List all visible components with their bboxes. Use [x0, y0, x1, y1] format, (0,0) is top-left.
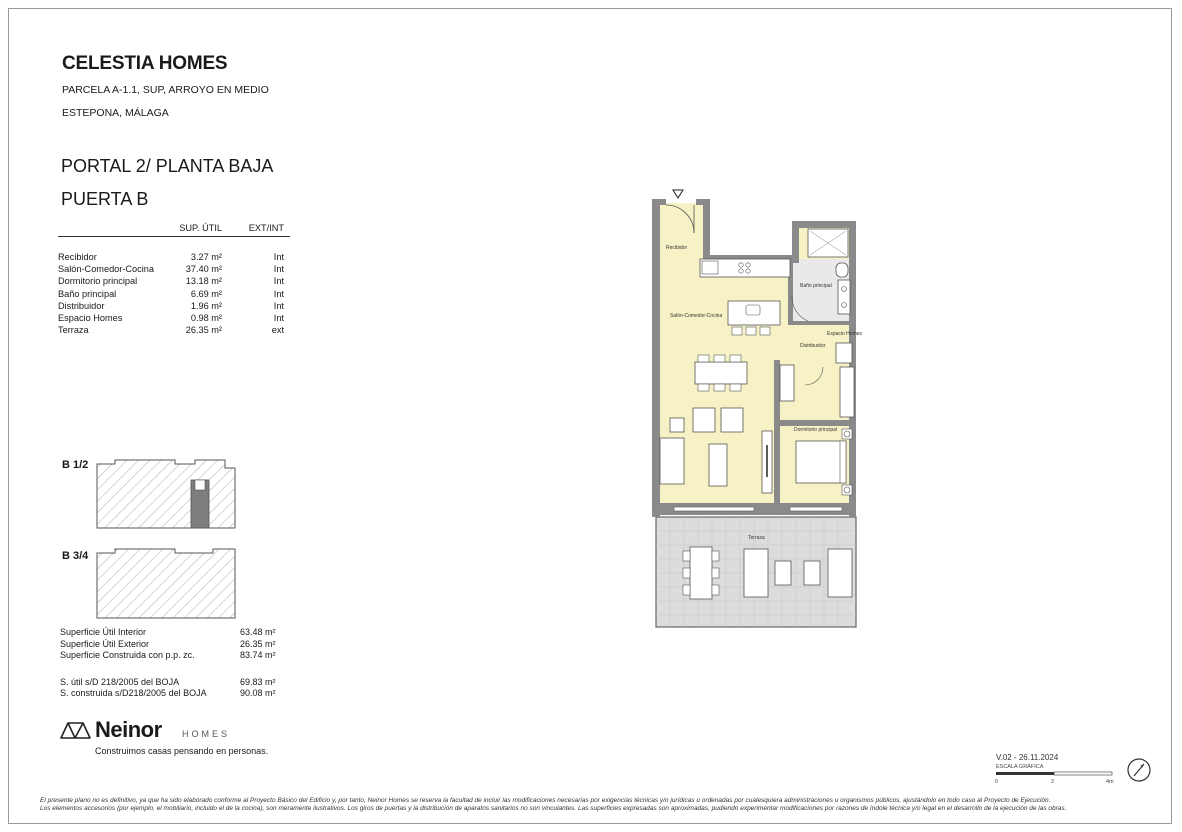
logo-wordmark: Neinor	[95, 717, 162, 742]
scale-title: ESCALA GRÁFICA	[996, 764, 1044, 770]
armchair	[693, 408, 715, 432]
sofa	[660, 438, 684, 484]
address-line-2: ESTEPONA, MÁLAGA	[62, 107, 169, 119]
north-arrow-icon	[1126, 757, 1152, 783]
address-line-1: PARCELA A-1.1, SUP, ARROYO EN MEDIO	[62, 84, 269, 96]
dining-table	[695, 362, 747, 384]
neinor-logo	[60, 717, 231, 745]
puerta-heading: PUERTA B	[61, 189, 149, 209]
toilet	[836, 263, 848, 277]
terrace-sofa	[828, 549, 852, 597]
key-plan-label-2: B 3/4	[62, 550, 89, 562]
summary-label: Superficie Construida con p.p. zc.	[60, 650, 195, 660]
wardrobe	[840, 367, 854, 417]
summary-value: 26.35 m²	[240, 639, 276, 649]
nightstand	[842, 429, 852, 439]
room-name: Distribuidor	[58, 300, 105, 311]
terrace-stool	[775, 561, 791, 585]
summary-label: Superficie Útil Exterior	[60, 639, 150, 649]
room-name: Terraza	[58, 325, 89, 336]
summary-value: 69.83 m²	[240, 677, 276, 687]
disclaimer-line-2: Los elementos accesorios (por ejemplo, el mobiliario, incluido el de la cocina), son meramente ilustrativos. Los giros de puertas y la distribución de aparatos sanitarios no son vinculantes. Las superficies expresadas son aproximadas, pudiendo experimentar modificaciones por razones de índole técnica y/o legal en el desarrollo de la ejecución de las obras.	[40, 805, 1067, 812]
areas-table-header	[58, 222, 290, 237]
header-sup: SUP. ÚTIL	[158, 222, 222, 237]
room-sup: 13.18 m²	[185, 276, 222, 287]
page-frame	[8, 8, 1172, 824]
table-row	[58, 312, 290, 324]
summary-label: Superficie Útil Interior	[60, 627, 147, 637]
room-sup: 0.98 m²	[190, 313, 222, 324]
room-name: Dormitorio principal	[58, 276, 138, 287]
room-name: Salón-Comedor-Cocina	[58, 264, 155, 275]
areas-table	[58, 222, 290, 336]
disclaimer-line-1: El presente plano no es definitivo, ya que ha sido elaborado conforme al Proyecto Básico del Edificio y, por tanto, Neinor Homes se reserva la facultad de incluir las modificaciones necesarias por exigencias técnicas y/o jurídicas u ordenadas por cualesquiera administraciones u organismos públicos, ajustándolo en todo caso al Proyecto de Ejecución.	[40, 797, 1051, 804]
room-name: Baño principal	[58, 288, 117, 299]
key-plan-1	[97, 460, 235, 528]
key-plan-label-1: B 1/2	[62, 459, 89, 471]
room-sup: 3.27 m²	[190, 252, 222, 262]
label-dormitorio: Dormitorio principal	[794, 427, 838, 433]
washbasins	[838, 280, 850, 314]
summary-value: 90.08 m²	[240, 688, 276, 698]
room-ext: Int	[273, 276, 284, 287]
room-sup: 26.35 m²	[185, 325, 222, 336]
room-name: Recibidor	[58, 252, 97, 262]
room-sup: 37.40 m²	[185, 264, 222, 275]
table-row	[58, 263, 290, 275]
bed	[796, 441, 846, 483]
room-ext: Int	[273, 300, 284, 311]
label-recibidor: Recibidor	[666, 245, 688, 251]
portal-heading: PORTAL 2/ PLANTA BAJA	[61, 156, 274, 176]
room-sup: 1.96 m²	[190, 300, 222, 311]
terrace-sofa	[744, 549, 768, 597]
table-row	[58, 237, 290, 264]
table-row	[58, 324, 290, 336]
room-ext: Int	[273, 264, 284, 275]
scale-tick-4m: 4m	[1106, 779, 1114, 785]
version-label: V.02 - 26.11.2024	[996, 753, 1059, 762]
side-table	[670, 418, 684, 432]
label-terraza: Terraza	[748, 535, 765, 541]
header-ext: EXT/INT	[222, 222, 290, 237]
table-row	[58, 288, 290, 300]
summary-value: 83.74 m²	[240, 650, 276, 660]
summary-value: 63.48 m²	[240, 627, 276, 637]
terrace-table	[690, 547, 712, 599]
espacio-homes-unit	[836, 343, 852, 363]
room-ext: Int	[273, 288, 284, 299]
brand-title: CELESTIA HOMES	[62, 53, 228, 74]
scale-tick-2: 2	[1051, 779, 1055, 785]
floor-plan	[640, 185, 870, 635]
kitchen-island	[728, 301, 780, 325]
table-row	[58, 300, 290, 312]
table-row	[58, 275, 290, 287]
key-plans-drawing	[95, 458, 240, 630]
coffee-table	[709, 444, 727, 486]
summary-label: S. construida s/D218/2005 del BOJA	[60, 688, 207, 698]
logo-homes: HOMES	[182, 729, 231, 739]
armchair	[721, 408, 743, 432]
room-ext: Int	[273, 313, 284, 324]
entrance-marker-icon	[673, 190, 683, 198]
label-distribuidor: Distribuidor	[800, 343, 826, 349]
neinor-logo-icon	[60, 720, 92, 740]
room-ext: ext	[271, 325, 284, 336]
closet	[780, 365, 794, 401]
scale-bar	[994, 770, 1118, 788]
logo-slogan: Construimos casas pensando en personas.	[95, 746, 269, 756]
key-plan-2	[97, 549, 235, 618]
room-ext: Int	[273, 252, 284, 262]
summary-label: S. útil s/D 218/2005 del BOJA	[60, 677, 180, 687]
window-terrace-1	[674, 507, 754, 511]
nightstand	[842, 485, 852, 495]
scale-tick-0: 0	[995, 779, 999, 785]
label-salon: Salón-Comedor-Cocina	[670, 313, 723, 319]
room-name: Espacio Homes	[58, 313, 123, 324]
window-terrace-2	[790, 507, 842, 511]
label-bano: Baño principal	[800, 283, 832, 289]
room-sup: 6.69 m²	[190, 288, 222, 299]
header-room	[58, 222, 158, 237]
terrace-stool	[804, 561, 820, 585]
label-espacio: Espacio Homes	[827, 331, 863, 337]
